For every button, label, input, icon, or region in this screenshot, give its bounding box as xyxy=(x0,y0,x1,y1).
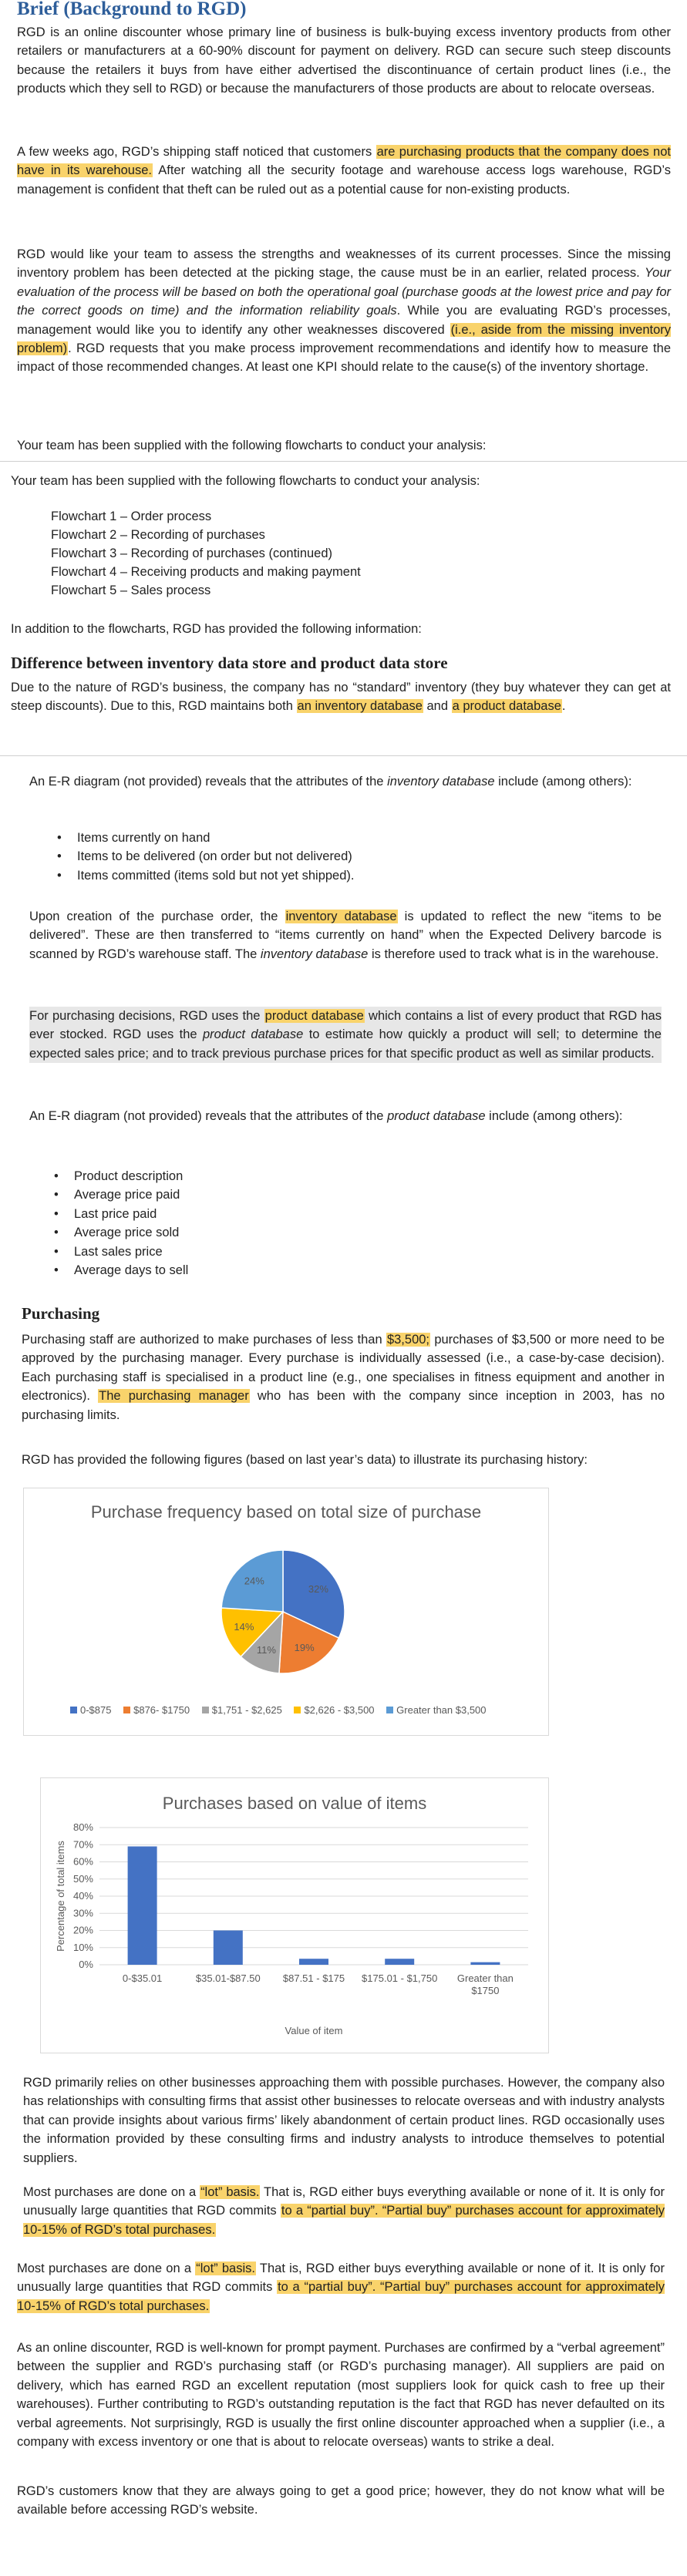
bar xyxy=(214,1931,243,1966)
highlight: “lot” basis. xyxy=(200,2185,260,2199)
highlight: inventory database xyxy=(285,910,397,923)
suppliers-paragraph: RGD primarily relies on other businesses approaching them with possible purchases. However, the company also has relationships with consulting firms that assist other businesses to relocate overseas and with industry analysts that can provide insights about various firms’ likely abandonment of certain product lines. RGD occasionally uses the information provided by these consulting firms and industry analysts to introduce themselves to potential suppliers. xyxy=(23,2076,665,2165)
highlight: product database xyxy=(264,1009,364,1023)
x-tick-label: $1750 xyxy=(471,1985,500,1996)
flowchart-item: Flowchart 5 – Sales process xyxy=(51,583,211,597)
x-tick-label: 0-$35.01 xyxy=(122,1972,163,1984)
page-title: Brief (Background to RGD) xyxy=(17,0,247,19)
list-item: • Product description xyxy=(43,1167,645,1185)
intro-paragraph-2: A few weeks ago, RGD’s shipping staff noticed that customers are purchasing products that the company does not have in its warehouse. After watching all the security footage and warehouse access logs warehouse, RGD’s management is confident that theft can be ruled out as a potential cause for non-existing products. xyxy=(17,145,671,197)
y-tick-label: 70% xyxy=(72,1838,93,1851)
highlight: a product database xyxy=(452,699,561,714)
bar xyxy=(470,1962,500,1965)
y-tick-label: 10% xyxy=(72,1941,93,1953)
y-tick-label: 30% xyxy=(72,1907,93,1919)
legend-swatch xyxy=(202,1707,209,1713)
highlight: to a “partial buy”. “Partial buy” purchases account for approximately 10-15% of RGD’s total purchases. xyxy=(17,2280,665,2313)
highlight: (i.e., aside from the missing inventory problem) xyxy=(17,322,671,356)
legend-swatch xyxy=(123,1707,130,1713)
product-database-paragraph: For purchasing decisions, RGD uses the product database which contains a list of every product that RGD has ever stocked. RGD uses the product database to estimate how quickly a product will sell; to determine the expected sales price; and to track previous purchase prices for that specific product as well as similar products. xyxy=(29,1007,662,1063)
bar xyxy=(128,1846,157,1965)
flowchart-item: Flowchart 2 – Recording of purchases xyxy=(51,528,265,542)
intro-paragraph-4: Your team has been supplied with the following flowcharts to conduct your analysis: xyxy=(17,439,487,452)
highlight: an inventory database xyxy=(297,699,423,714)
pie-chart xyxy=(24,1488,548,1735)
pie-chart-container xyxy=(23,1488,549,1736)
list-item: • Average price sold xyxy=(43,1223,645,1242)
y-tick-label: 40% xyxy=(72,1890,93,1902)
purchasing-paragraph-1: Purchasing staff are authorized to make purchases of less than $3,500; purchases of $3,500 or more need to be approved by the purchasing manager. Every purchase is individually assessed (i.e., a case-by-case decision). Each purchasing staff is specialised in a product line (e.g., one specialises in fitness equipment and another in electronics). The purchasing manager who has been with the company since inception in 2003, has no purchasing limits. xyxy=(22,1333,665,1422)
highlight: $3,500; xyxy=(386,1333,430,1347)
intro-paragraph-5: Your team has been supplied with the following flowcharts to conduct your analysis: xyxy=(11,474,480,488)
bar xyxy=(385,1959,414,1965)
legend-swatch xyxy=(70,1707,77,1713)
legend-label: Greater than $3,500 xyxy=(396,1704,487,1716)
pie-data-label: 14% xyxy=(234,1621,254,1633)
x-tick-label: Greater than xyxy=(456,1972,514,1984)
inventory-update-paragraph: Upon creation of the purchase order, the inventory database is updated to reflect the new “items to be delivered”. These are then transferred to “items currently on hand” when the Expected Delivery barcode is scanned by RGD’s warehouse staff. The inventory database is therefore used to track what is in the warehouse. xyxy=(29,910,662,961)
x-axis-label: Value of item xyxy=(285,2025,343,2036)
list-item: • Items to be delivered (on order but not delivered) xyxy=(46,847,648,866)
legend-label: $876- $1750 xyxy=(133,1704,190,1716)
x-tick-label: $87.51 - $175 xyxy=(282,1972,345,1984)
inventory-er-intro: An E-R diagram (not provided) reveals that the attributes of the inventory database include (among others): xyxy=(29,775,632,789)
highlight: “lot” basis. xyxy=(196,2262,255,2275)
legend-label: $1,751 - $2,625 xyxy=(211,1704,282,1716)
highlight: The purchasing manager xyxy=(99,1389,249,1404)
after-flowcharts-text: In addition to the flowcharts, RGD has provided the following information: xyxy=(11,622,422,636)
legend-swatch xyxy=(386,1707,393,1713)
section-divider xyxy=(0,461,687,462)
legend-label: $2,626 - $3,500 xyxy=(304,1704,375,1716)
bar xyxy=(299,1959,328,1965)
y-tick-label: 60% xyxy=(72,1855,93,1868)
bar-chart-title: Purchases based on value of items xyxy=(162,1794,427,1813)
list-item: • Average days to sell xyxy=(43,1261,645,1280)
legend-swatch xyxy=(294,1707,301,1713)
y-tick-label: 0% xyxy=(79,1959,93,1970)
customers-paragraph: RGD’s customers know that they are always going to get a good price; however, they do not know what will be available before accessing RGD’s website. xyxy=(17,2484,665,2517)
list-item: • Items currently on hand xyxy=(46,829,648,847)
product-attributes-list xyxy=(43,1167,645,1280)
purchasing-paragraph-2: RGD has provided the following figures (based on last year’s data) to illustrate its purchasing history: xyxy=(22,1453,588,1467)
pie-chart-title: Purchase frequency based on total size of purchase xyxy=(90,1502,482,1522)
section-heading-databases: Difference between inventory data store and product data store xyxy=(11,654,448,672)
payment-paragraph: As an online discounter, RGD is well-known for prompt payment. Purchases are confirmed by a “verbal agreement” between the supplier and RGD’s purchasing staff (or RGD’s purchasing manager). All suppliers are paid on delivery, which has earned RGD an excellent reputation (most suppliers look for quick cash to free up their warehouses). Further contributing to RGD’s outstanding reputation is the fact that RGD has never defaulted on its verbal agreements. Not surprisingly, RGD is usually the first online discounter approached when a supplier (i.e., a company with excess inventory or one that is about to relocate overseas) wants to strike a deal. xyxy=(17,2341,665,2450)
lot-basis-paragraph-1: Most purchases are done on a “lot” basis. That is, RGD either buys everything available or none of it. It is only for unusually large quantities that RGD commits to a “partial buy”. “Partial buy” purchases account for approximately 10-15% of RGD’s total purchases. xyxy=(23,2185,665,2237)
intro-paragraph-3: RGD would like your team to assess the strengths and weaknesses of its current processes. Since the missing inventory problem has been detected at the picking stage, the cause must be in an earlier, related process. Your evaluation of the process will be based on both the operational goal (purchase goods at the lowest price and pay for the correct goods on time) and the information reliability goals. While you are evaluating RGD’s processes, management would like you to identify any other weaknesses discovered (i.e., aside from the missing inventory problem). RGD requests that you make process improvement recommendations and identify how to measure the impact of those recommended changes. At least one KPI should relate to the cause(s) of the inventory shortage. xyxy=(17,247,671,375)
x-tick-label: $175.01 - $1,750 xyxy=(362,1972,438,1984)
inventory-attributes-list xyxy=(46,829,648,885)
highlight: are purchasing products that the company does not have in its warehouse. xyxy=(17,145,671,178)
product-er-intro: An E-R diagram (not provided) reveals that the attributes of the product database include (among others): xyxy=(29,1109,623,1123)
list-item: • Average price paid xyxy=(43,1185,645,1204)
lot-basis-paragraph-2: Most purchases are done on a “lot” basis. That is, RGD either buys everything available or none of it. It is only for unusually large quantities that RGD commits to a “partial buy”. “Partial buy” purchases account for approximately 10-15% of RGD’s total purchases. xyxy=(17,2262,665,2313)
flowchart-list xyxy=(51,507,591,600)
highlight: to a “partial buy”. “Partial buy” purchases account for approximately 10-15% of RGD’s total purchases. xyxy=(23,2204,665,2237)
flowchart-item: Flowchart 1 – Order process xyxy=(51,509,212,523)
y-axis-label: Percentage of total items xyxy=(55,1841,66,1952)
flowchart-item: Flowchart 3 – Recording of purchases (continued) xyxy=(51,546,333,560)
x-tick-label: $35.01-$87.50 xyxy=(195,1972,261,1984)
pie-data-label: 32% xyxy=(308,1582,328,1595)
bar-chart xyxy=(41,1778,548,2053)
pie-data-label: 24% xyxy=(244,1575,264,1587)
list-item: • Items committed (items sold but not yet shipped). xyxy=(46,866,648,885)
pie-data-label: 19% xyxy=(294,1641,315,1653)
flowchart-item: Flowchart 4 – Receiving products and making payment xyxy=(51,565,361,579)
y-tick-label: 80% xyxy=(72,1821,93,1833)
legend-label: 0-$875 xyxy=(80,1704,112,1716)
intro-paragraph-1: RGD is an online discounter whose primary line of business is bulk-buying excess inventory products from other retailers or manufacturers at a 60-90% discount for payment on delivery. RGD can secure such steep discounts because the retailers it buys from have either advertised the discontinuance of certain product lines (i.e., the products which they sell to RGD) or because the manufacturers of those products are about to relocate overseas. xyxy=(17,25,671,96)
list-item: • Last price paid xyxy=(43,1205,645,1223)
pie-data-label: 11% xyxy=(256,1643,276,1656)
section-heading-purchasing: Purchasing xyxy=(22,1304,100,1323)
y-tick-label: 50% xyxy=(72,1872,93,1885)
databases-paragraph-1: Due to the nature of RGD’s business, the company has no “standard” inventory (they buy whatever they can get at steep discounts). Due to this, RGD maintains both an inventory database and a product database. xyxy=(11,681,671,714)
pie-legend xyxy=(70,1704,487,1716)
section-divider xyxy=(0,755,687,756)
y-tick-label: 20% xyxy=(72,1924,93,1936)
bar-chart-container xyxy=(40,1777,549,2053)
list-item: • Last sales price xyxy=(43,1243,645,1261)
